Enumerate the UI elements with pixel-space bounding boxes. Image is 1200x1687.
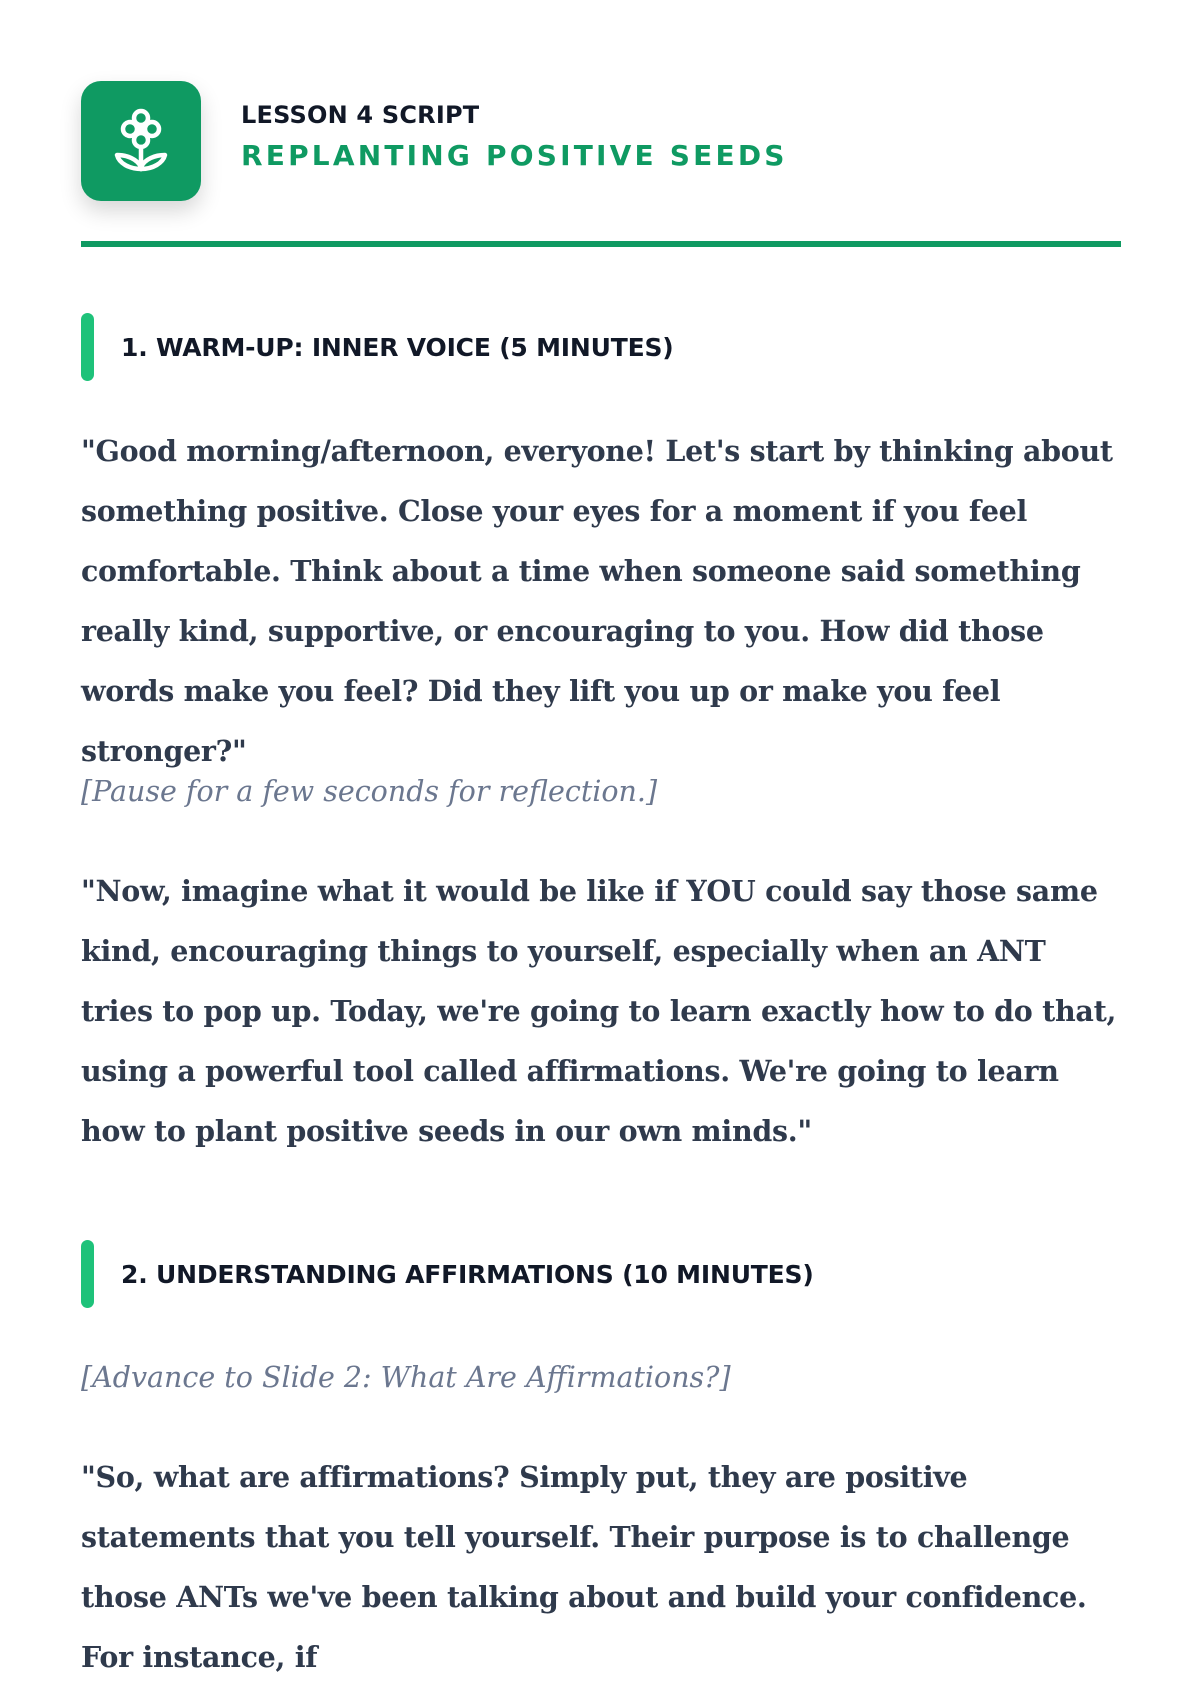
section-heading-text: 2. UNDERSTANDING AFFIRMATIONS (10 MINUTES) xyxy=(121,1260,814,1289)
script-paragraph: "So, what are affirmations? Simply put, they are positive statements that you tell yourself. Their purpose is to challenge those ANTs we've been talking about and build your confidence. For instance, if xyxy=(81,1460,1087,1674)
lesson-logo xyxy=(81,81,201,201)
section-accent-bar xyxy=(81,1240,94,1308)
stage-direction: [Pause for a few seconds for reflection.] xyxy=(81,775,658,808)
lesson-header xyxy=(81,81,1121,201)
lesson-label: LESSON 4 SCRIPT xyxy=(241,101,480,129)
stage-direction: [Advance to Slide 2: What Are Affirmations?] xyxy=(81,1361,731,1394)
section-heading-text: 1. WARM-UP: INNER VOICE (5 MINUTES) xyxy=(121,333,674,362)
section-accent-bar xyxy=(81,313,94,381)
lesson-title: REPLANTING POSITIVE SEEDS xyxy=(241,139,788,172)
script-paragraph: "Now, imagine what it would be like if YOU could say those same kind, encouraging things to yourself, especially when an ANT tries to pop up. Today, we're going to learn exactly how to do that, using a powerful tool called affirmations. We're going to learn how to plant positive seeds in our own minds." xyxy=(81,874,1117,1148)
header-divider xyxy=(81,241,1121,247)
lesson-script-page xyxy=(81,0,1121,1674)
section-heading-understanding-affirmations xyxy=(81,1240,1121,1308)
script-paragraph: "Good morning/afternoon, everyone! Let's start by thinking about something positive. Close your eyes for a moment if you feel comfortable. Think about a time when someone said something really kind, supportive, or encouraging to you. How did those words make you feel? Did they lift you up or make you feel stronger?" xyxy=(81,434,1113,768)
section-heading-warm-up xyxy=(81,313,1121,381)
flower-icon xyxy=(113,109,169,173)
